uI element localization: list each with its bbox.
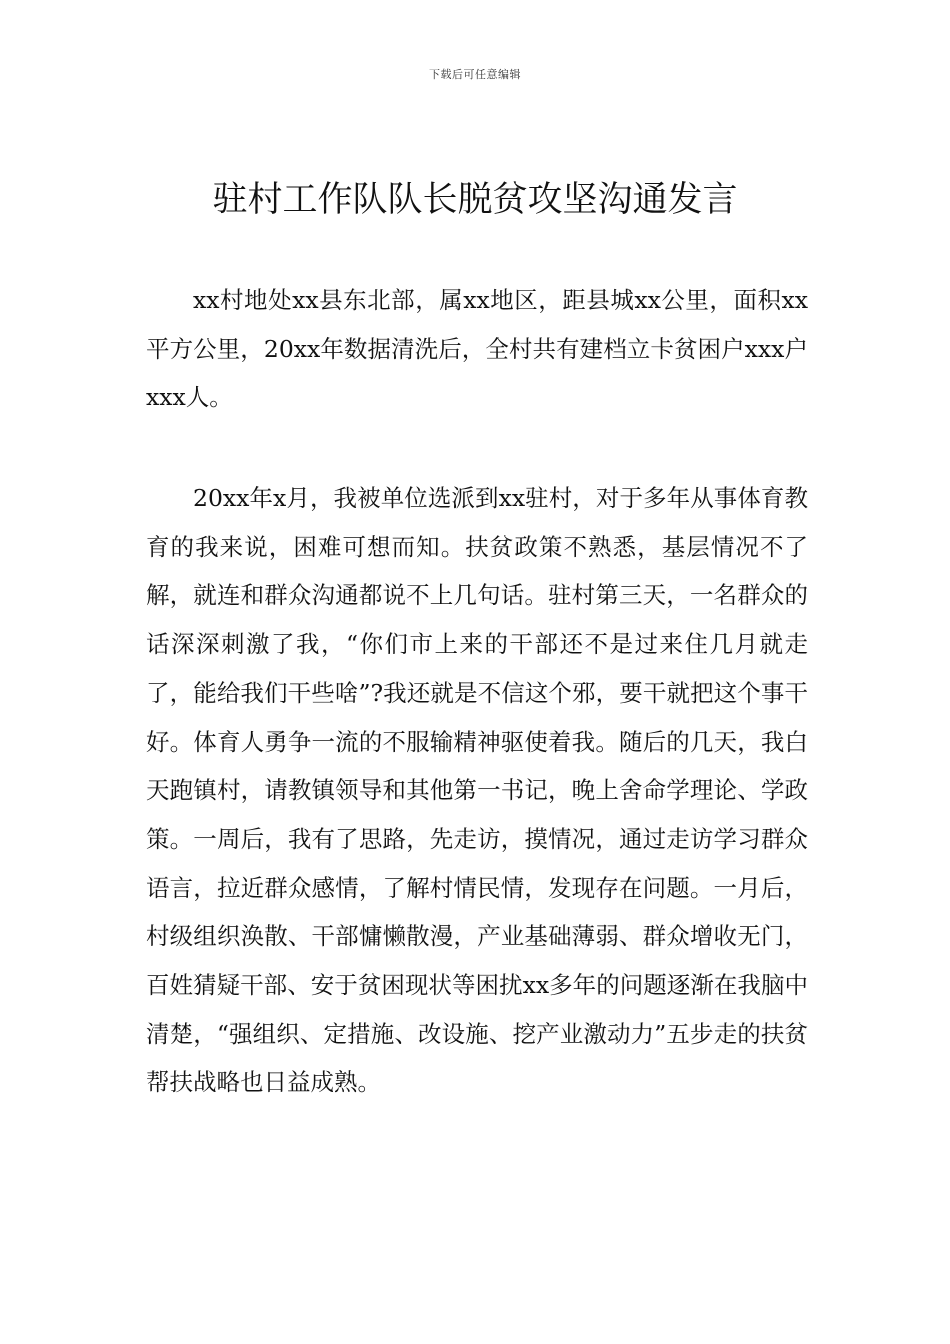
header-note: 下载后可任意编辑 — [429, 68, 521, 81]
paragraph-2: 20xx年x月，我被单位选派到xx驻村，对于多年从事体育教育的我来说，困难可想而知。扶贫政策不熟悉，基层情况不了解，就连和群众沟通都说不上几句话。驻村第三天，一名群众的话深深刺激了我，“你们市上来的干部还不是过来住几月就走了，能给我们干些啥”?我还就是不信这个邪，要干就把这个事干好。体育人勇争一流的不服输精神驱使着我。随后的几天，我白天跑镇村，请教镇领导和其他第一书记，晚上舍命学理论、学政策。一周后，我有了思路，先走访，摸情况，通过走访学习群众语言，拉近群众感情，了解村情民情，发现存在问题。一月后，村级组织涣散、干部慵懒散漫，产业基础薄弱、群众增收无门，百姓猜疑干部、安于贫困现状等困扰xx多年的问题逐渐在我脑中清楚，“强组织、定措施、改设施、挖产业激动力”五步走的扶贫帮扶战略也日益成熟。 — [146, 484, 808, 1097]
document-title: 驻村工作队队长脱贫攻坚沟通发言 — [212, 180, 738, 220]
paragraph-1: xx村地处xx县东北部，属xx地区，距县城xx公里，面积xx平方公里，20xx年数据清洗后，全村共有建档立卡贫困户xxx户xxx人。 — [146, 286, 808, 412]
